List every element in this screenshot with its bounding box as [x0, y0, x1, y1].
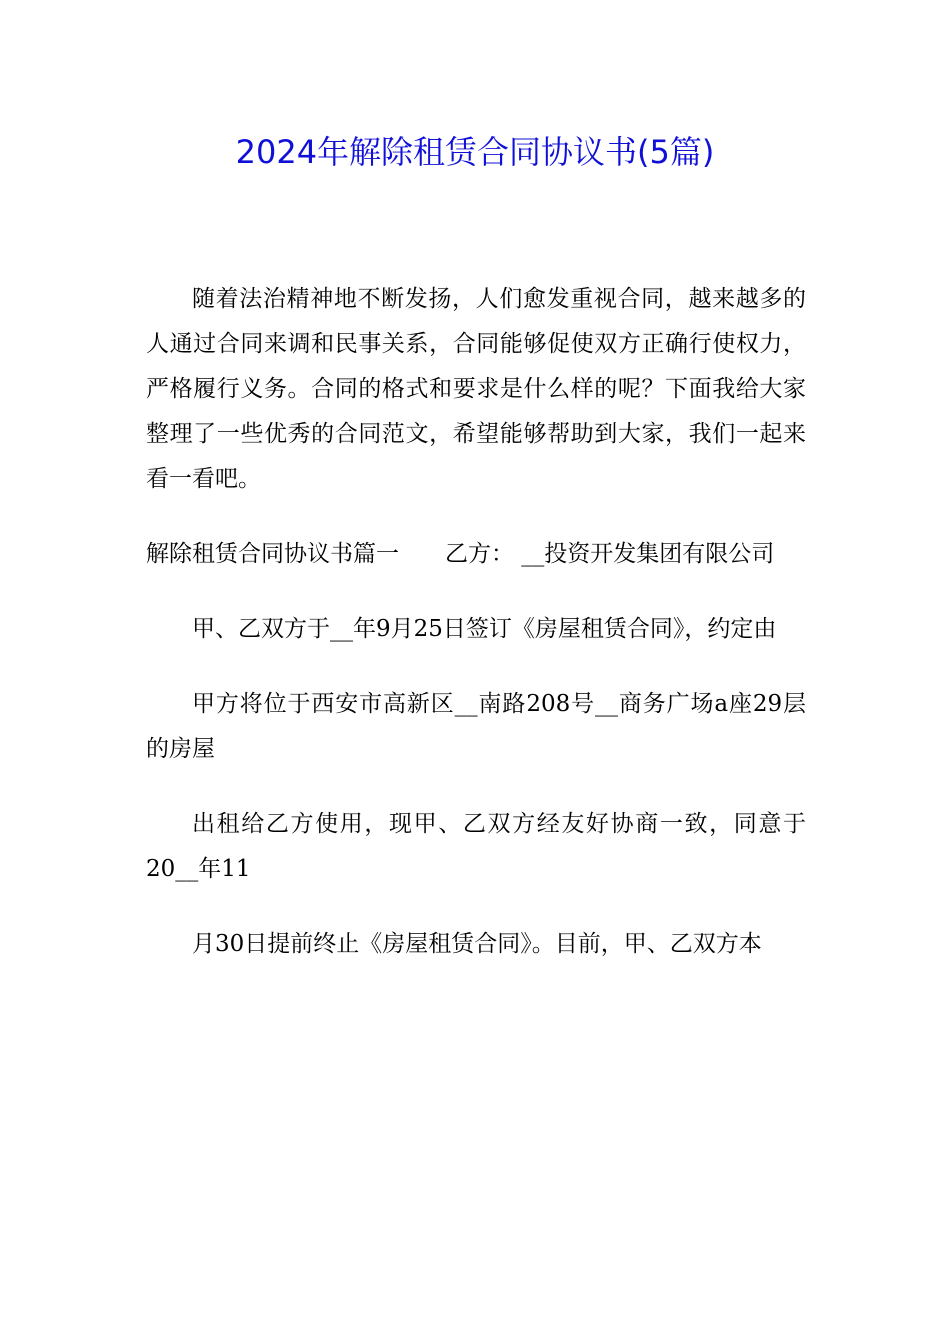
section-heading: 解除租赁合同协议书篇一 — [146, 541, 399, 567]
document-body — [146, 262, 806, 982]
intro-paragraph: 随着法治精神地不断发扬，人们愈发重视合同，越来越多的人通过合同来调和民事关系，合同能够促使双方正确行使权力，严格履行义务。合同的格式和要求是什么样的呢？下面我给大家整理了一些优秀的合同范文，希望能够帮助到大家，我们一起来看一看吧。 — [146, 286, 806, 492]
body-paragraph: 月30日提前终止《房屋租赁合同》。目前，甲、乙双方本 — [192, 931, 762, 957]
body-paragraph: 甲方将位于西安市高新区__南路208号__商务广场a座29层的房屋 — [146, 691, 806, 762]
body-paragraph: 出租给乙方使用，现甲、乙双方经友好协商一致，同意于20__年11 — [146, 811, 806, 882]
party-b-line: 乙方： __投资开发集团有限公司 — [445, 541, 775, 567]
document-title: 2024年解除租赁合同协议书(5篇) — [235, 133, 715, 171]
section-heading-line — [146, 517, 806, 592]
body-paragraph: 甲、乙双方于__年9月25日签订《房屋租赁合同》，约定由 — [192, 616, 777, 642]
